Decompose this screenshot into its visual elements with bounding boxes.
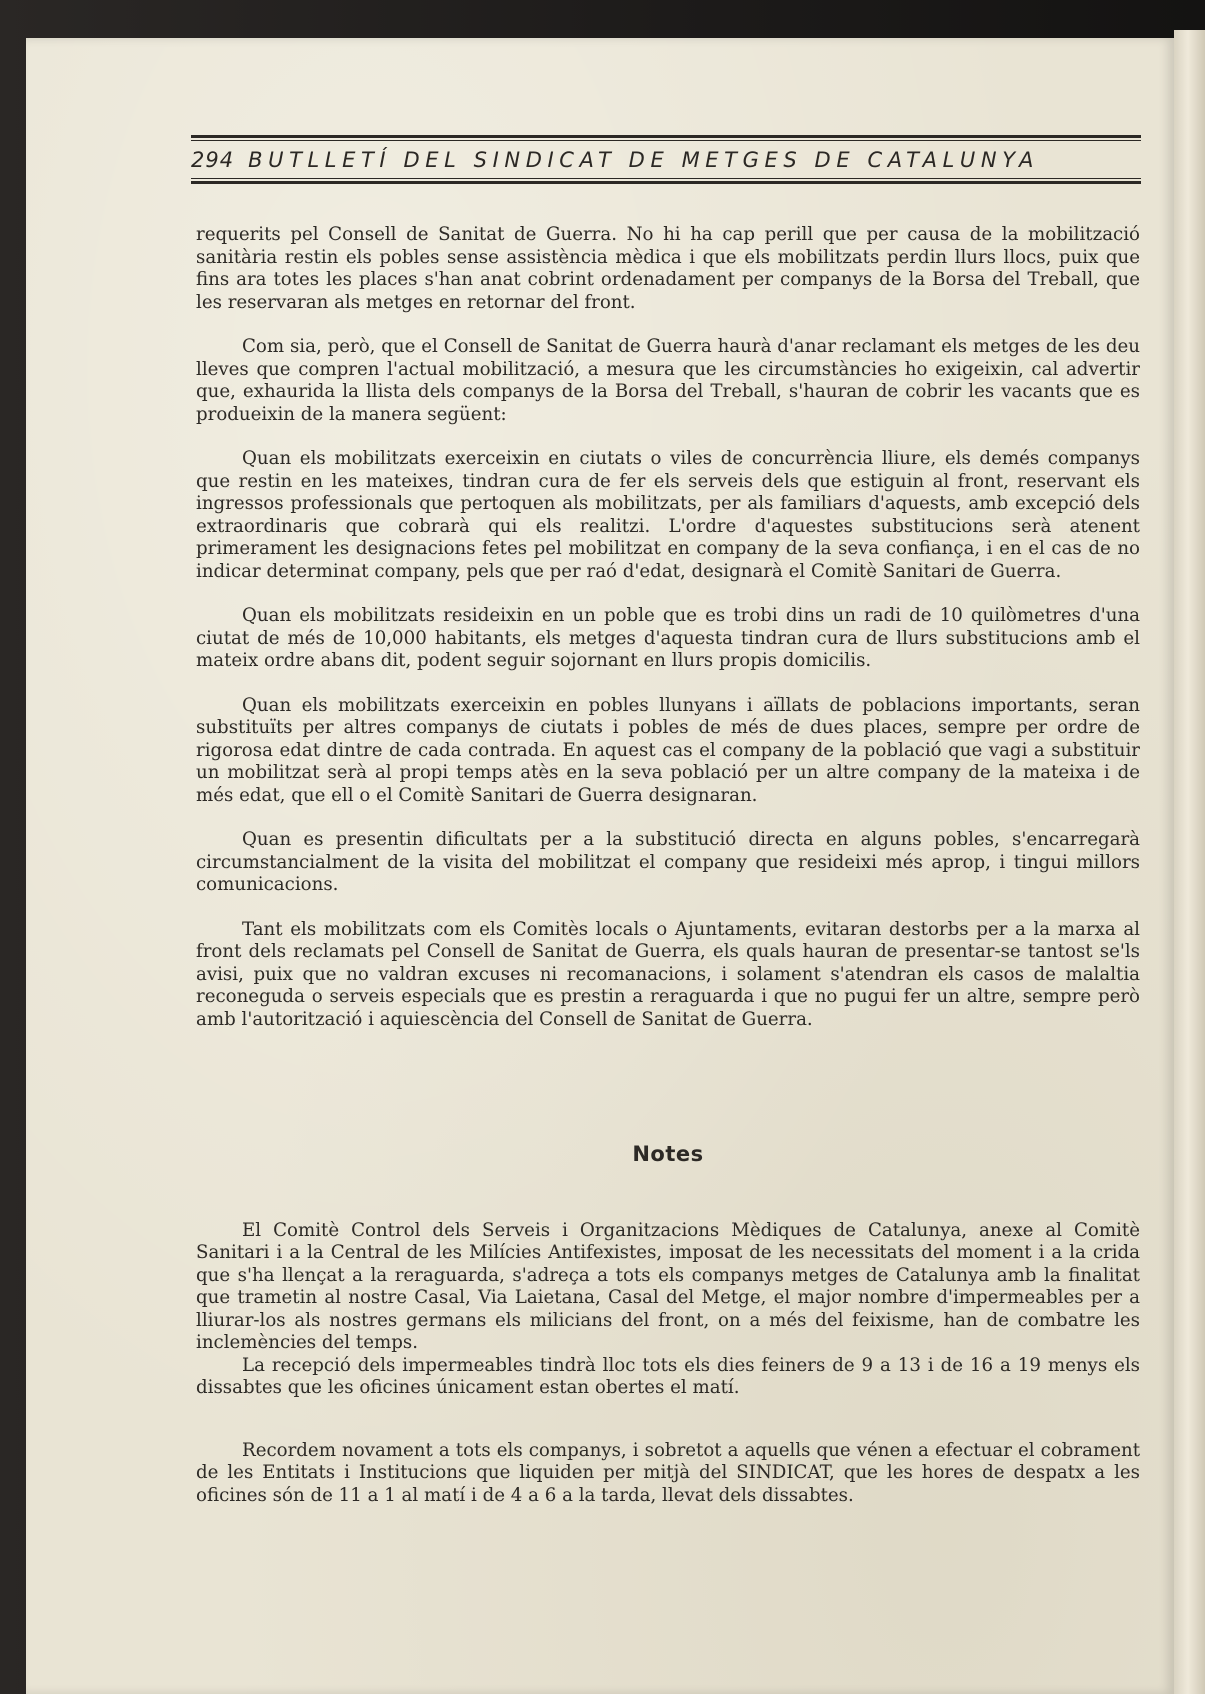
paragraph: Tant els mobilitzats com els Comitès locals o Ajuntaments, evitaran destorbs per a la marxa al front dels reclamats pel Consell de Sanitat de Guerra, els quals hauran de presentar-se tantost se'ls avisi, puix que no valdran excuses ni recomanacions, i solament s'atendran els casos de malaltia reconeguda o serveis especials que es prestin a reraguarda i que no pugui fer un altre, sempre però amb l'autorització i aquiescència del Consell de Sanitat de Guerra.: [196, 918, 1140, 1030]
notes-paragraph: Recordem novament a tots els companys, i sobretot a aquells que vénen a efectuar el cobrament de les Entitats i Institucions que liquiden per mitjà del SINDICAT, que les hores de despatx a les oficines són de 11 a 1 al matí i de 4 a 6 a la tarda, llevat dels dissabtes.: [196, 1439, 1140, 1506]
paragraph: Quan es presentin dificultats per a la substitució directa en alguns pobles, s'encarregarà circumstancialment de la visita del mobilitzat el company que resideixi més aprop, i tingui millors comunicacions.: [196, 829, 1140, 895]
notes-title: Notes: [632, 1142, 704, 1166]
notes-paragraph: La recepció dels impermeables tindrà lloc tots els dies feiners de 9 a 13 i de 16 a 19 menys els dissabtes que les oficines únicament estan obertes el matí.: [196, 1354, 1140, 1398]
notes-section: [196, 1143, 1140, 1507]
paragraph: Quan els mobilitzats exerceixin en ciutats o viles de concurrència lliure, els demés companys que restin en les mateixes, tindran cura de fer els serveis dels que estiguin al front, reservant els ingressos professionals que pertoquen als mobilitzats, per als familiars d'aquests, amb excepció dels extraordinaris que cobrarà qui els realitzi. L'ordre d'aquestes substitucions serà atenent primerament les designacions fetes pel mobilitzat en company de la seva confiança, i en el cas de no indicar determinat company, pels que per raó d'edat, designarà el Comitè Sanitari de Guerra.: [196, 448, 1140, 582]
header-rule-bottom-thin: [191, 178, 1141, 179]
header-row: [191, 141, 1141, 178]
page-number: 294: [191, 148, 235, 172]
article-body: [196, 224, 1140, 1053]
paragraph: Quan els mobilitzats exerceixin en pobles llunyans i aïllats de poblacions importants, seran substituïts per altres companys de ciutats i pobles de més de dues places, sempre per ordre de rigorosa edat dintre de cada contrada. En aquest cas el company de la població que vagi a substituir un mobilitzat serà al propi temps atès en la seva població per un altre company de la mateixa i de més edat, que ell o el Comitè Sanitari de Guerra designaran.: [196, 694, 1140, 806]
next-page-edge: [1174, 30, 1205, 1694]
header-rule-top: [191, 135, 1141, 138]
paragraph: Com sia, però, que el Consell de Sanitat de Guerra haurà d'anar reclamant els metges de les deu lleves que compren l'actual mobilització, a mesura que les circumstàncies ho exigeixin, cal advertir que, exhaurida la llista dels companys de la Borsa del Treball, s'hauran de cobrir les vacants que es produeixin de la manera següent:: [196, 336, 1140, 425]
page-header: [191, 135, 1141, 184]
paragraph: Quan els mobilitzats resideixin en un poble que es trobi dins un radi de 10 quilòmetres d'una ciutat de més de 10,000 habitants, els metges d'aquesta tindran cura de llurs substitucions amb el mateix ordre abans dit, podent seguir sojornant en llurs propis domicilis.: [196, 605, 1140, 671]
running-head: BUTLLETÍ DEL SINDICAT DE METGES DE CATALUNYA: [248, 148, 1039, 172]
notes-paragraph: El Comitè Control dels Serveis i Organitzacions Mèdiques de Catalunya, anexe al Comitè Sanitari i a la Central de les Milícies Antifexistes, imposat de les necessitats del moment i a la crida que s'ha llençat a la reraguarda, s'adreça a tots els companys metges de Catalunya amb la finalitat que trametin al nostre Casal, Via Laietana, Casal del Metge, el major nombre d'impermeables per a lliurar-los als nostres germans els milicians del front, on a més del feixisme, han de combatre les inclemències del temps.: [196, 1219, 1140, 1353]
paragraph: requerits pel Consell de Sanitat de Guerra. No hi ha cap perill que per causa de la mobilització sanitària restin els pobles sense assistència mèdica i que els mobilitzats perdin llurs llocs, puix que fins ara totes les places s'han anat cobrint ordenadament per companys de la Borsa del Treball, que les reservaran als metges en retornar del front.: [196, 224, 1140, 313]
header-rule-bottom: [191, 181, 1141, 184]
